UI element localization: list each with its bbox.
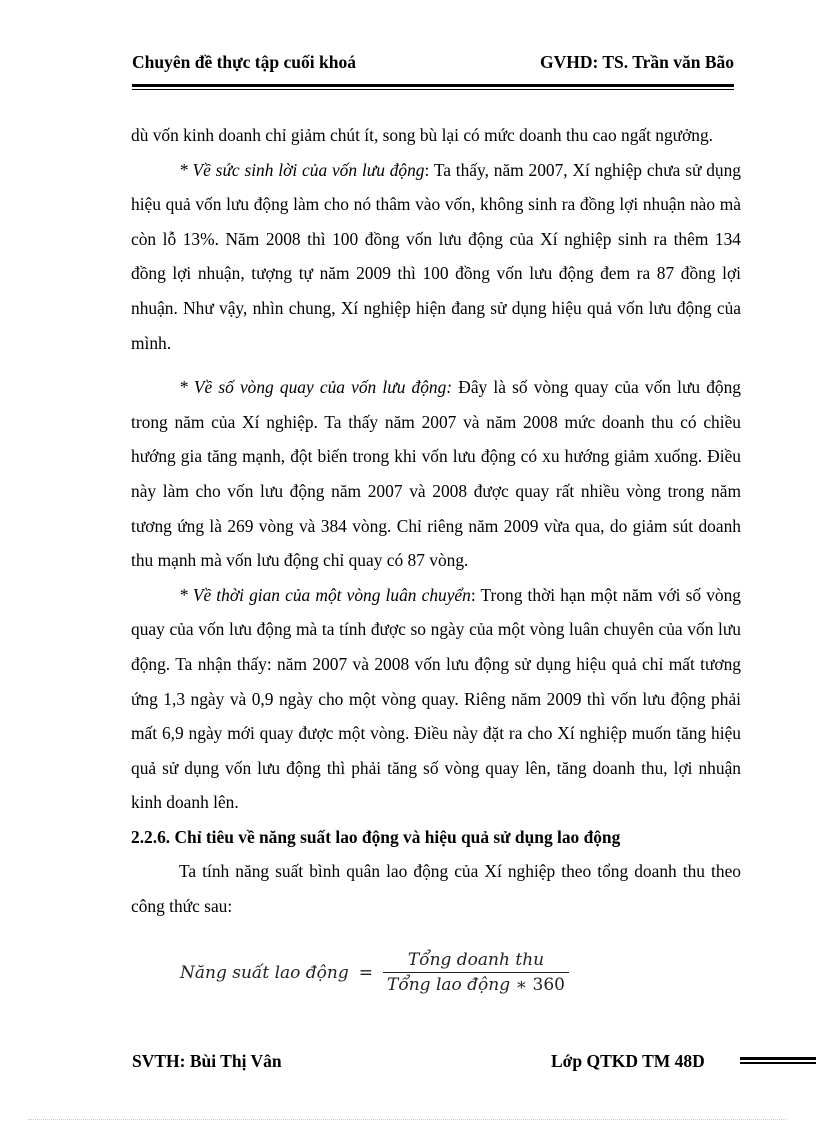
formula-multiply-operator: ∗: [515, 975, 528, 995]
formula-fraction: [383, 950, 569, 995]
paragraph-turnover: [131, 370, 741, 578]
header-title: Chuyên đề thực tập cuối khoá: [132, 52, 356, 72]
header-rule-thick: [132, 84, 734, 87]
footer-student: SVTH: Bùi Thị Vân: [132, 1051, 282, 1071]
formula-denominator: Tổng lao động: [386, 975, 511, 995]
formula-numerator: Tổng doanh thu: [407, 950, 545, 970]
paragraph-cycle-time: [131, 578, 741, 820]
paragraph-productivity: Ta tính năng suất bình quân lao động của Xí nghiệp theo tổng doanh thu theo công thức sau:: [131, 861, 741, 917]
paragraph-profitability-text: : Ta thấy, năm 2007, Xí nghiệp chưa sử dụng hiệu quả vốn lưu động làm cho nó thâm vào vốn, không sinh ra đồng lợi nhuận nào mà còn lỗ 13%. Năm 2008 thì 100 đồng vốn lưu động của Xí nghiệp sinh ra thêm 134 đồng lợi nhuận, tượng tự năm 2009 thì 100 đồng vốn lưu động đem ra 87 đồng lợi nhuận. Như vậy, nhìn chung, Xí nghiệp hiện đang sử dụng hiệu quả vốn lưu động của mình.: [131, 159, 741, 353]
formula-constant: 360: [532, 975, 565, 995]
header-rule-thin: [132, 89, 734, 90]
productivity-formula: [180, 950, 569, 995]
footer-class: Lớp QTKD TM 48D: [551, 1051, 705, 1071]
footer-rule-thin: [740, 1062, 816, 1064]
formula-lhs: Năng suất lao động: [180, 962, 349, 983]
page-header: [132, 52, 734, 80]
paragraph-profitability: [131, 153, 741, 361]
paragraph-cycle-time-text: : Trong thời hạn một năm với số vòng quay của vốn lưu động mà ta tính được so ngày của một vòng luân chuyên của vốn lưu động. Ta nhận thấy: năm 2007 và 2008 vốn lưu động sử dụng hiệu quả chỉ mất tương ứng 1,3 ngày và 0,9 ngày cho một vòng quay. Riêng năm 2009 thì vốn lưu động phải mất 6,9 ngày mới quay được một vòng. Điều này đặt ra cho Xí nghiệp muốn tăng hiệu quả sử dụng vốn lưu động thì phải tăng số vòng quay lên, tăng doanh thu, lợi nhuận kinh doanh lên.: [131, 584, 741, 813]
header-supervisor: GVHD: TS. Trần văn Bão: [539, 52, 734, 72]
header-rule: [132, 84, 734, 88]
section-heading: 2.2.6. Chỉ tiêu về năng suất lao động và hiệu quả sử dụng lao động: [131, 826, 621, 847]
paragraph-cycle-time-lead: * Về thời gian của một vòng luân chuyển: [179, 584, 471, 605]
page-bottom-dotted-line: [28, 1119, 786, 1120]
paragraph-continuation: dù vốn kinh doanh chỉ giảm chút ít, song bù lại có mức doanh thu cao ngất ngưởng.: [131, 125, 714, 145]
footer-rule: [740, 1057, 816, 1067]
paragraph-turnover-lead: * Về số vòng quay của vốn lưu động:: [179, 377, 453, 398]
footer-rule-thick: [740, 1057, 816, 1060]
page-body: [131, 118, 741, 924]
paragraph-turnover-text: Đây là số vòng quay của vốn lưu động trong năm của Xí nghiệp. Ta thấy năm 2007 và năm 2008 mức doanh thu có chiều hướng gia tăng mạnh, đột biến trong khi vốn lưu động có xu hướng giảm xuống. Điều này làm cho vốn lưu động năm 2007 và 2008 được quay rất nhiều vòng trong năm tương ứng là 269 vòng và 384 vòng. Chỉ riêng năm 2009 vừa qua, do giảm sút doanh thu mạnh mà vốn lưu động chỉ quay có 87 vòng.: [131, 377, 742, 571]
formula-denominator-group: [383, 973, 569, 995]
formula-equals: =: [358, 962, 373, 983]
paragraph-profitability-lead: * Về sức sinh lời của vốn lưu động: [179, 159, 425, 180]
